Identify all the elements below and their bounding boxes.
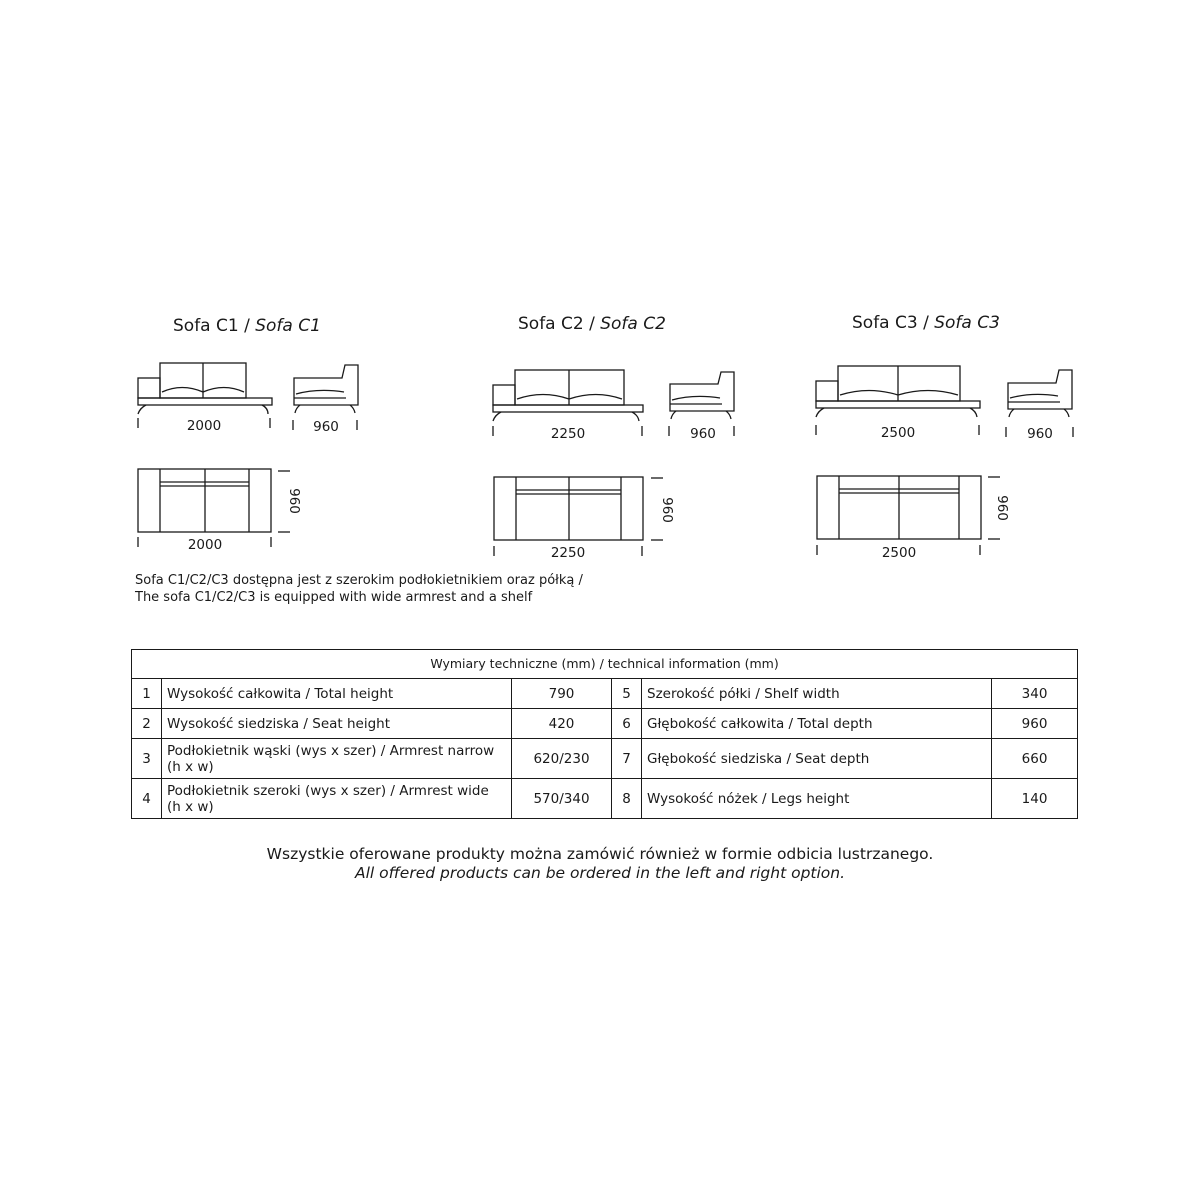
- row-label: Głębokość siedziska / Seat depth: [642, 739, 992, 779]
- sofa-c3-top-depth: 960: [994, 495, 1010, 521]
- row-value: 660: [992, 739, 1078, 779]
- sofa-c3-title: Sofa C3 / Sofa C3: [852, 313, 1000, 333]
- sofa-c1-side-width: 2000: [186, 418, 222, 434]
- sofa-c3-top-view: [817, 476, 1000, 555]
- row-label: Podłokietnik wąski (wys x szer) / Armrest narrow (h x w): [162, 739, 512, 779]
- row-number: 4: [132, 779, 162, 819]
- sofa-c3-side-width: 2500: [880, 425, 916, 441]
- sofa-c2-top-depth: 960: [659, 497, 675, 523]
- sofa-c1-profile-depth: 960: [313, 419, 339, 435]
- sofa-c2-title-pl: Sofa C2: [518, 314, 584, 334]
- footer-note-en: All offered products can be ordered in the left and right option.: [354, 864, 846, 882]
- availability-note: [135, 572, 583, 606]
- row-label: Szerokość półki / Shelf width: [642, 679, 992, 709]
- row-value: 790: [512, 679, 612, 709]
- sofa-c3-top-width: 2500: [881, 545, 917, 561]
- row-number: 2: [132, 709, 162, 739]
- sofa-c2-top-width: 2250: [550, 545, 586, 561]
- technical-info-table: [131, 649, 1078, 819]
- table-row: [132, 679, 1078, 709]
- sofa-c1-title-pl: Sofa C1: [173, 316, 239, 336]
- sofa-c2-profile-depth: 960: [690, 426, 716, 442]
- sofa-c1-top-width: 2000: [187, 537, 223, 553]
- table-row: [132, 779, 1078, 819]
- sofa-c3-title-en: Sofa C3: [934, 313, 1000, 333]
- row-number: 6: [612, 709, 642, 739]
- note-line-en: The sofa C1/C2/C3 is equipped with wide armrest and a shelf: [135, 590, 533, 605]
- row-value: 340: [992, 679, 1078, 709]
- sofa-c1-title: Sofa C1 / Sofa C1: [173, 316, 321, 336]
- row-number: 5: [612, 679, 642, 709]
- row-label: Wysokość nóżek / Legs height: [642, 779, 992, 819]
- table-header-row: [132, 650, 1078, 679]
- sofa-c1-title-en: Sofa C1: [255, 316, 321, 336]
- row-value: 960: [992, 709, 1078, 739]
- row-number: 1: [132, 679, 162, 709]
- row-label: Wysokość siedziska / Seat height: [162, 709, 512, 739]
- row-value: 620/230: [512, 739, 612, 779]
- table-row: [132, 709, 1078, 739]
- sofa-c2-side-width: 2250: [550, 426, 586, 442]
- table-header: Wymiary techniczne (mm) / technical information (mm): [132, 650, 1078, 679]
- footer-note-pl: Wszystkie oferowane produkty można zamówić również w formie odbicia lustrzanego.: [266, 845, 934, 863]
- row-label: Głębokość całkowita / Total depth: [642, 709, 992, 739]
- sofa-c1-top-depth: 960: [286, 488, 302, 514]
- row-value: 420: [512, 709, 612, 739]
- table-row: [132, 739, 1078, 779]
- row-number: 8: [612, 779, 642, 819]
- sofa-c3-title-pl: Sofa C3: [852, 313, 918, 333]
- sofa-c2-title-en: Sofa C2: [600, 314, 666, 334]
- sofa-c1-top-view: [138, 469, 290, 547]
- row-value: 570/340: [512, 779, 612, 819]
- sofa-c2-title: Sofa C2 / Sofa C2: [518, 314, 666, 334]
- row-value: 140: [992, 779, 1078, 819]
- row-number: 7: [612, 739, 642, 779]
- note-line-pl: Sofa C1/C2/C3 dostępna jest z szerokim podłokietnikiem oraz półką /: [135, 573, 583, 588]
- sofa-c3-profile-depth: 960: [1027, 426, 1053, 442]
- row-label: Podłokietnik szeroki (wys x szer) / Armrest wide (h x w): [162, 779, 512, 819]
- row-number: 3: [132, 739, 162, 779]
- row-label: Wysokość całkowita / Total height: [162, 679, 512, 709]
